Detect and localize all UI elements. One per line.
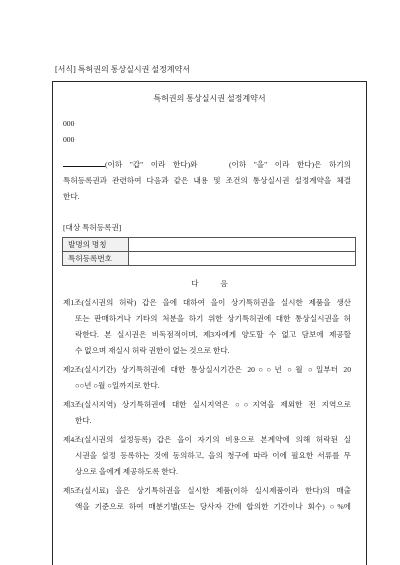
article-1-line-2: 또는 판매하거나 기타의 처분을 하기 위한 상기특허권에 대한 통상실시권을 허 <box>75 314 351 323</box>
article-3-line-1 <box>63 397 351 413</box>
patent-number-label: 특허등록번호 <box>63 252 129 266</box>
article-5-line-1 <box>63 483 351 499</box>
article-1-line-4: 수 없으며 재실시 허락 권한이 없는 것으로 한다. <box>75 346 230 355</box>
article-5-line-2: 액을 기준으로 하여 매분기별(또는 당사자 간에 합의한 기간이나 회수) ○%에 <box>75 502 351 511</box>
patent-number-value <box>129 252 356 266</box>
list-heading: 다 음 <box>191 279 228 288</box>
article-1-line-3: 락한다. 본 실시권은 비독점적이며, 제3자에게 양도할 수 없고 담보에 제공할 <box>75 330 351 339</box>
article-3-heading: 제3조(실시지역) <box>63 400 116 409</box>
article-3 <box>63 397 351 429</box>
article-2-heading: 제2조(실시기간) <box>63 365 116 374</box>
article-5-heading: 제5조(실시료) <box>63 486 109 495</box>
intro-line-3: 한다. <box>63 192 80 201</box>
article-2 <box>63 362 351 394</box>
article-3-text-1: 상기특허권에 대한 실시지역은 ○○지역을 제외한 전 지역으로 <box>121 400 351 409</box>
intro-paragraph <box>63 157 351 205</box>
article-1 <box>63 295 351 359</box>
article-1-text-1: 갑은 을에 대하여 을이 상기특허권을 실시한 제품을 생산 <box>142 298 351 307</box>
article-4-text-1: 갑은 을이 자기의 비용으로 본계약에 의해 허락된 실 <box>156 435 351 444</box>
subject-heading: [대상 특허등록권] <box>63 223 122 232</box>
articles-list <box>63 295 351 518</box>
party-b-blank <box>205 159 229 167</box>
intro-line-2: 특허등록권과 관련하여 다음과 같은 내용 및 조건의 통상실시권 설정계약을 체결 <box>63 176 351 185</box>
form-label: [서식] 특허권의 통상실시권 설정계약서 <box>55 65 190 74</box>
party-name-1: 000 <box>63 119 75 128</box>
contract-box <box>52 81 367 565</box>
article-5 <box>63 483 351 515</box>
article-4-line-1 <box>63 432 351 448</box>
article-1-heading: 제1조(실시권의 허락) <box>63 298 137 307</box>
subject-table <box>62 237 356 266</box>
article-4-heading: 제4조(실시권의 설정등록) <box>63 435 151 444</box>
intro-line-1-part-b: (이하 "을" 이라 한다)은 하기의 <box>229 160 351 169</box>
article-4-line-3: 상으로 을에게 제공하도록 한다. <box>75 467 178 476</box>
article-2-text-1: 상기특허권에 대한 통상실시기간은 20○○년 ○월 ○일부터 20 <box>121 365 351 374</box>
invention-name-value <box>129 238 356 252</box>
party-a-blank <box>63 159 105 167</box>
contract-title: 특허권의 통상실시권 설정계약서 <box>153 94 266 103</box>
table-row <box>63 238 356 252</box>
article-2-line-2: ○○년 ○월 ○일까지로 한다. <box>75 381 160 390</box>
article-2-line-1 <box>63 362 351 378</box>
table-row <box>63 252 356 266</box>
invention-name-label: 발명의 명칭 <box>63 238 129 252</box>
article-3-line-2: 한다. <box>75 416 92 425</box>
article-1-line-1 <box>63 295 351 311</box>
intro-line-1 <box>63 157 351 173</box>
article-4 <box>63 432 351 480</box>
intro-line-1-part-a: (이하 "갑" 이라 한다)와 <box>105 160 198 169</box>
article-4-line-2: 시권을 설정 등록하는 것에 동의하고, 을의 청구에 따라 이에 필요한 서류를 무 <box>75 451 351 460</box>
article-5-text-1: 을은 상기특허권을 실시한 제품(이하 실시제품이라 한다)의 매출 <box>115 486 351 495</box>
party-name-2: 000 <box>63 135 75 144</box>
